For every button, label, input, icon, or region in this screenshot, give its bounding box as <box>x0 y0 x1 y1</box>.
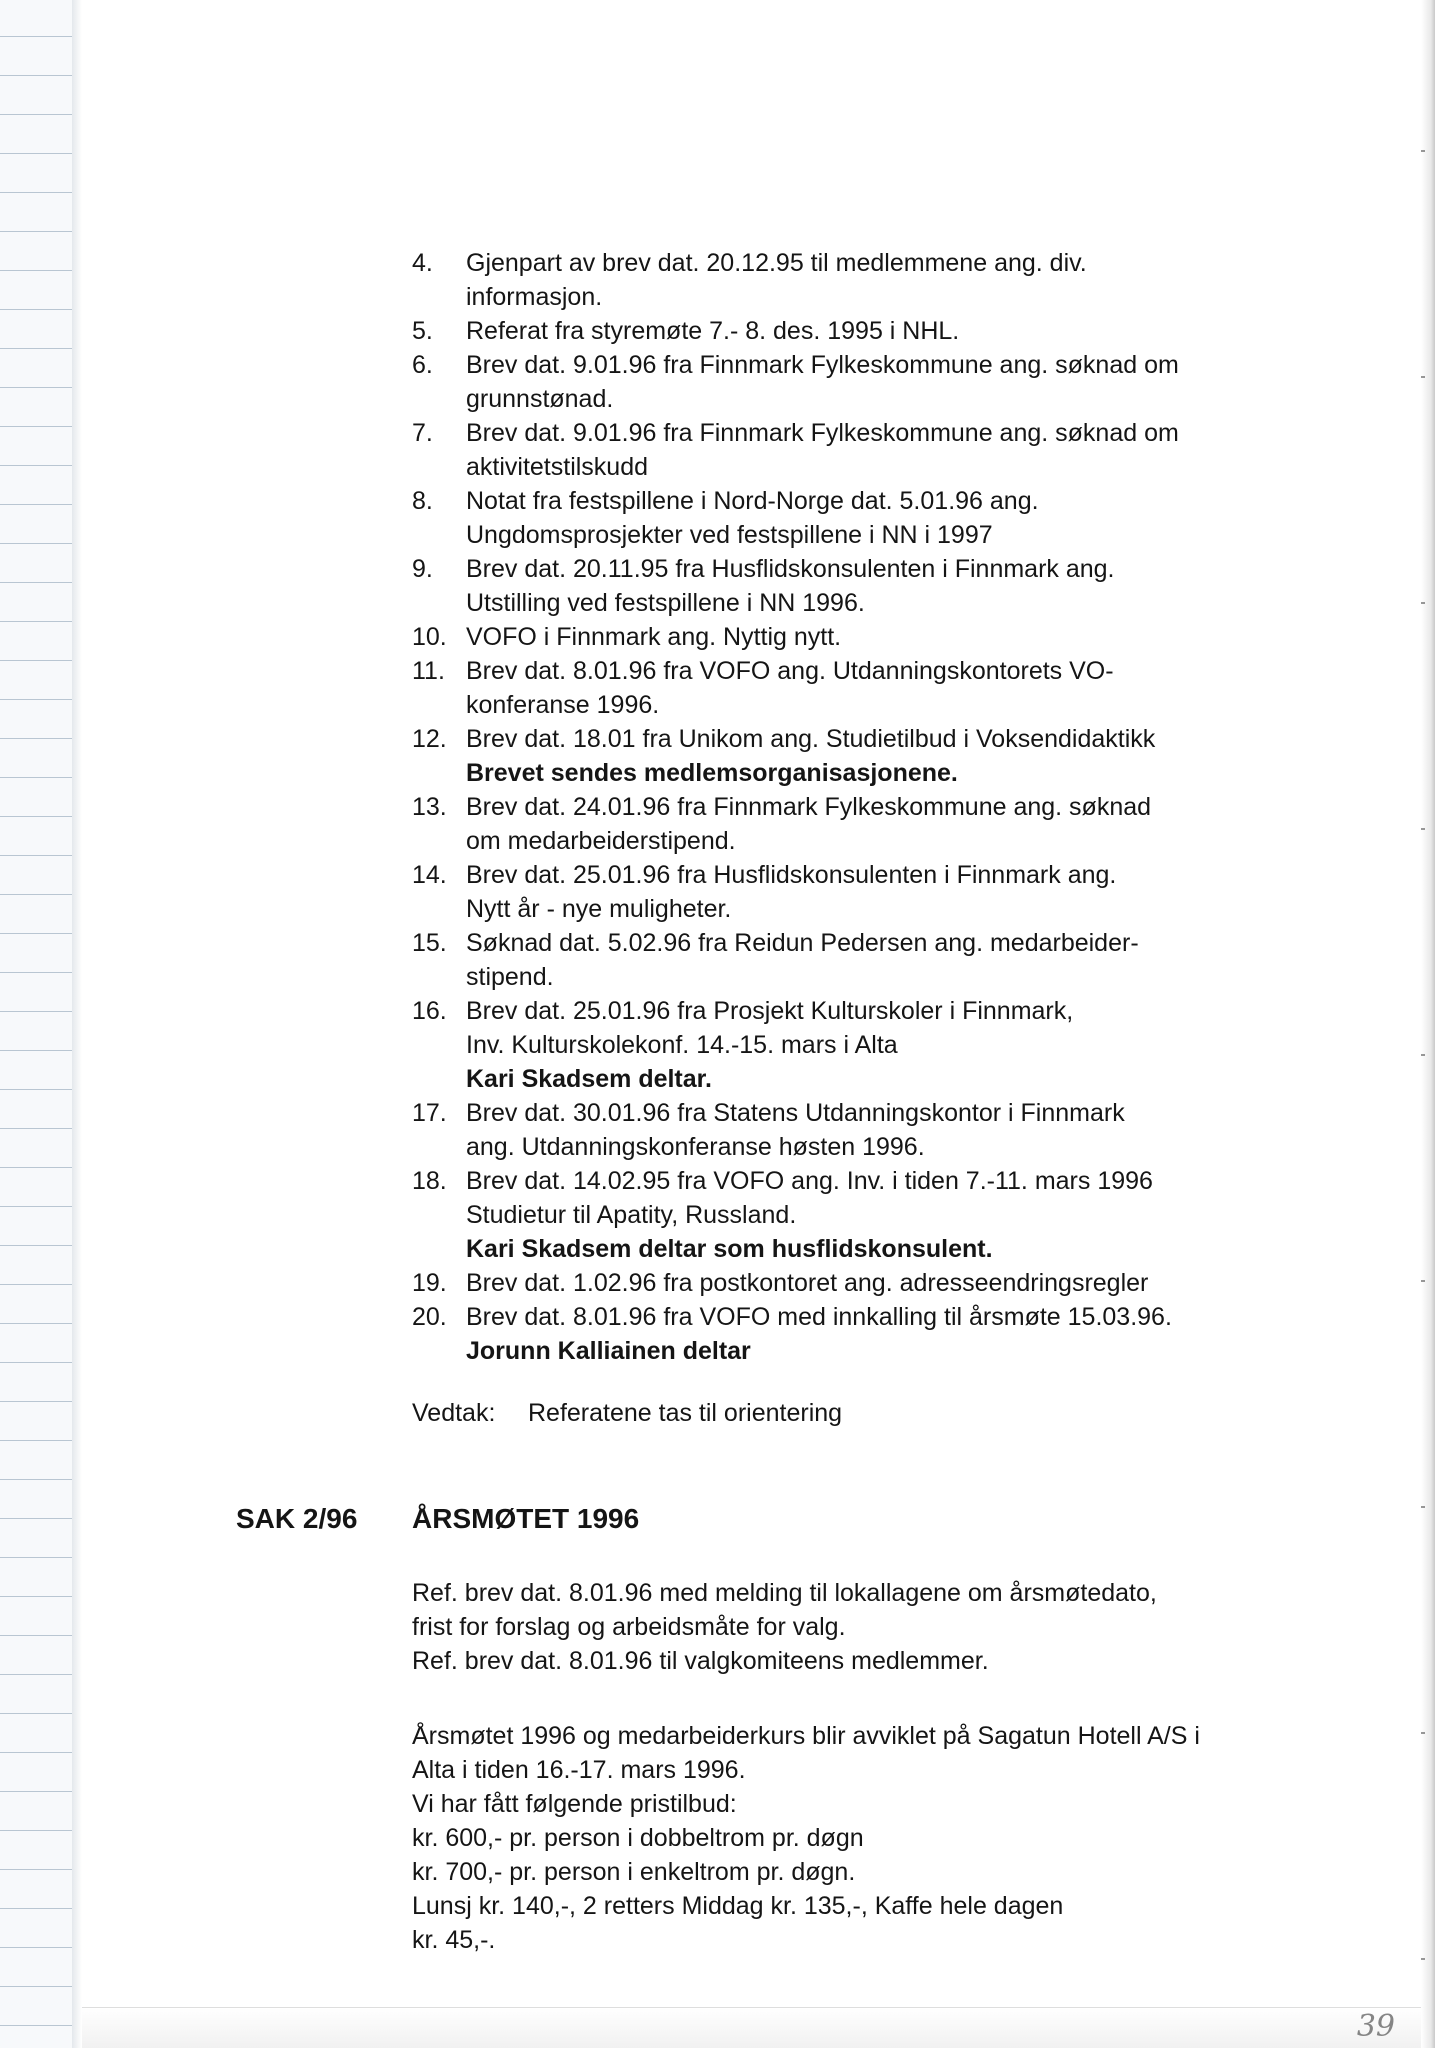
list-item <box>412 620 1352 654</box>
list-item <box>412 314 1352 348</box>
item-text: Brev dat. 30.01.96 fra Statens Utdanningskontor i Finnmark <box>466 1099 1125 1127</box>
sak-code: SAK 2/96 <box>236 1503 358 1534</box>
item-text: Brev dat. 25.01.96 fra Prosjekt Kulturskoler i Finnmark, <box>466 997 1074 1025</box>
item-number: 16. <box>412 997 447 1025</box>
item-decision: Jorunn Kalliainen deltar <box>466 1337 751 1365</box>
item-text: grunnstønad. <box>466 385 614 413</box>
item-text: konferanse 1996. <box>466 691 660 719</box>
item-number: 10. <box>412 623 447 651</box>
item-number: 13. <box>412 793 447 821</box>
item-text: VOFO i Finnmark ang. Nyttig nytt. <box>466 623 842 651</box>
item-text: Brev dat. 9.01.96 fra Finnmark Fylkeskommune ang. søknad om <box>466 351 1179 379</box>
item-text: Brev dat. 18.01 fra Unikom ang. Studietilbud i Voksendidaktikk <box>466 725 1156 753</box>
paragraph-line: Årsmøtet 1996 og medarbeiderkurs blir avviklet på Sagatun Hotell A/S i <box>412 1722 1200 1750</box>
item-text: Inv. Kulturskolekonf. 14.-15. mars i Alta <box>466 1031 898 1059</box>
item-text: Brev dat. 1.02.96 fra postkontoret ang. adresseendringsregler <box>466 1269 1149 1297</box>
vedtak-text: Referatene tas til orientering <box>528 1399 843 1427</box>
item-text: om medarbeiderstipend. <box>466 827 736 855</box>
item-text: Nytt år - nye muligheter. <box>466 895 732 923</box>
item-text: Gjenpart av brev dat. 20.12.95 til medlemmene ang. div. <box>466 249 1087 277</box>
paragraph-line: Ref. brev dat. 8.01.96 til valgkomiteens medlemmer. <box>412 1647 989 1675</box>
item-text: Studietur til Apatity, Russland. <box>466 1201 797 1229</box>
page-bottom-edge <box>82 2007 1421 2048</box>
paragraph-line: kr. 600,- pr. person i dobbeltrom pr. døgn <box>412 1824 864 1852</box>
item-text: Brev dat. 8.01.96 fra VOFO med innkalling til årsmøte 15.03.96. <box>466 1303 1172 1331</box>
vedtak-label: Vedtak: <box>412 1399 496 1427</box>
paragraph-line: Lunsj kr. 140,-, 2 retters Middag kr. 135,-, Kaffe hele dagen <box>412 1892 1064 1920</box>
list-item <box>412 994 1352 1096</box>
paragraph-line: kr. 700,- pr. person i enkeltrom pr. døgn. <box>412 1858 856 1886</box>
item-text: aktivitetstilskudd <box>466 453 649 481</box>
item-decision: Kari Skadsem deltar som husflidskonsulent. <box>466 1235 993 1263</box>
item-number: 7. <box>412 419 433 447</box>
list-item <box>412 858 1352 926</box>
item-number: 20. <box>412 1303 447 1331</box>
binder-margin <box>0 0 73 2048</box>
item-text: Referat fra styremøte 7.- 8. des. 1995 i NHL. <box>466 317 960 345</box>
item-number: 11. <box>412 657 445 685</box>
vedtak <box>412 1396 842 1430</box>
list-item <box>412 1300 1352 1368</box>
list-item <box>412 926 1352 994</box>
paragraph-line: Vi har fått følgende pristilbud: <box>412 1790 737 1818</box>
list-item <box>412 484 1352 552</box>
item-number: 6. <box>412 351 433 379</box>
item-number: 5. <box>412 317 433 345</box>
item-number: 15. <box>412 929 447 957</box>
list-item <box>412 790 1352 858</box>
sak-title: ÅRSMØTET 1996 <box>412 1503 640 1534</box>
list-item <box>412 1266 1352 1300</box>
item-decision: Brevet sendes medlemsorganisasjonene. <box>466 759 958 787</box>
item-text: Notat fra festspillene i Nord-Norge dat. 5.01.96 ang. <box>466 487 1039 515</box>
item-text: Brev dat. 8.01.96 fra VOFO ang. Utdanningskontorets VO- <box>466 657 1114 685</box>
paragraph-references <box>412 1576 1157 1678</box>
paragraph-meeting-details <box>412 1719 1200 1957</box>
item-text: ang. Utdanningskonferanse høsten 1996. <box>466 1133 925 1161</box>
item-number: 14. <box>412 861 447 889</box>
list-item <box>412 654 1352 722</box>
list-item <box>412 722 1352 790</box>
item-number: 4. <box>412 249 433 277</box>
item-text: informasjon. <box>466 283 603 311</box>
item-number: 9. <box>412 555 433 583</box>
correspondence-list <box>412 246 1352 1368</box>
item-number: 18. <box>412 1167 447 1195</box>
item-text: Utstilling ved festspillene i NN 1996. <box>466 589 865 617</box>
paragraph-line: kr. 45,-. <box>412 1926 496 1954</box>
item-text: Brev dat. 14.02.95 fra VOFO ang. Inv. i tiden 7.-11. mars 1996 <box>466 1167 1153 1195</box>
list-item <box>412 246 1352 314</box>
item-number: 17. <box>412 1099 447 1127</box>
item-text: Ungdomsprosjekter ved festspillene i NN i 1997 <box>466 521 993 549</box>
paragraph-line: frist for forslag og arbeidsmåte for valg. <box>412 1613 846 1641</box>
binder-edge <box>72 0 82 2048</box>
list-item <box>412 348 1352 416</box>
item-text: Brev dat. 24.01.96 fra Finnmark Fylkeskommune ang. søknad <box>466 793 1152 821</box>
item-number: 19. <box>412 1269 447 1297</box>
page-right-marks <box>1421 0 1425 2048</box>
item-text: Brev dat. 9.01.96 fra Finnmark Fylkeskommune ang. søknad om <box>466 419 1179 447</box>
list-item <box>412 416 1352 484</box>
list-item <box>412 552 1352 620</box>
item-number: 8. <box>412 487 433 515</box>
list-item <box>412 1096 1352 1164</box>
item-text: Søknad dat. 5.02.96 fra Reidun Pedersen ang. medarbeider- <box>466 929 1139 957</box>
page-number: 39 <box>1356 2009 1395 2044</box>
item-number: 12. <box>412 725 447 753</box>
list-item <box>412 1164 1352 1266</box>
item-text: Brev dat. 20.11.95 fra Husflidskonsulenten i Finnmark ang. <box>466 555 1115 583</box>
paragraph-line: Ref. brev dat. 8.01.96 med melding til lokallagene om årsmøtedato, <box>412 1579 1157 1607</box>
paragraph-line: Alta i tiden 16.-17. mars 1996. <box>412 1756 746 1784</box>
item-text: stipend. <box>466 963 554 991</box>
item-decision: Kari Skadsem deltar. <box>466 1065 712 1093</box>
item-text: Brev dat. 25.01.96 fra Husflidskonsulenten i Finnmark ang. <box>466 861 1117 889</box>
